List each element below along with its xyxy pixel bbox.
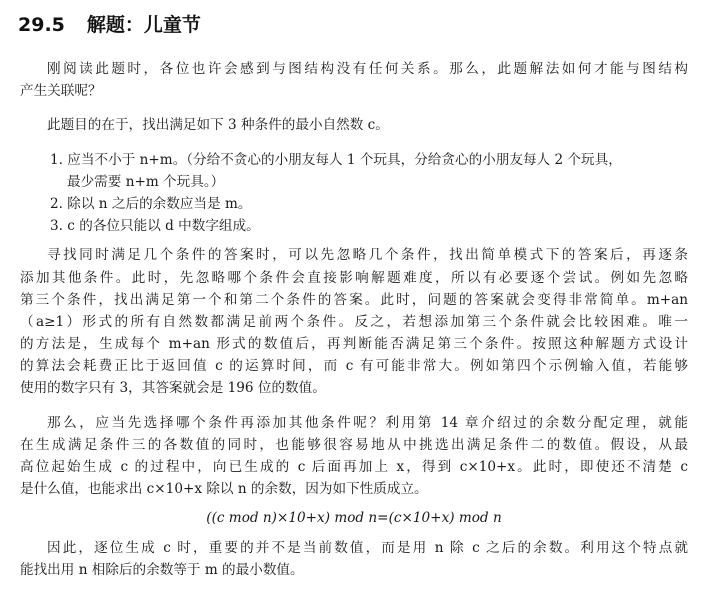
condition-list [20,149,688,238]
text-line: 高位起始生成 c 的过程中，向已生成的 c 后面再加上 x，得到 c×10+x。此时，即使还不清楚 c [20,459,688,475]
formula: ((c mod n)×10+x) mod n=(c×10+x) mod n [206,510,502,527]
text-line: 的方法是，生成每个 m+an 形式的数值后，再判断能否满足第三个条件。按照这种解题方式设计 [20,336,688,353]
text-line: 能找出用 n 相除后的余数等于 m 的最小数值。 [20,561,304,578]
paragraph-remainder [20,412,688,501]
section-heading [18,10,201,38]
text-line: （a≥1）形式的所有自然数都满足前两个条件。反之，若想添加第三个条件就会比较困难。唯一 [20,313,688,330]
text-line: 使用的数字只有 3，其答案就会是 196 位的数值。 [20,380,326,397]
paragraph-intro [20,58,688,102]
paragraph-goal [20,114,688,136]
section-title: 解题：儿童节 [86,14,201,36]
text-line: 第三个条件，找出满足第一个和第二个条件的答案。此时，问题的答案就会变得非常简单。m+an [20,291,688,308]
text-line: 刚阅读此题时，各位也许会感到与图结构没有任何关系。那么，此题解法如何才能与图结构 [47,61,688,77]
paragraph-strategy [20,244,688,399]
list-item: 2. 除以 n 之后的余数应当是 m。 [50,195,252,212]
text-line: 在生成满足条件三的各数值的同时，也能够很容易地从中挑选出满足条件二的数值。假设，从最 [20,436,688,453]
text-line: 此题目的在于，找出满足如下 3 种条件的最小自然数 c。 [47,117,389,134]
section-number: 29.5 [18,14,65,36]
list-item: 1. 应当不小于 n+m。（分给不贪心的小朋友每人 1 个玩具，分给贪心的小朋友每人 2 个玩具， [50,151,622,168]
section-body [20,58,688,581]
list-item: 3. c 的各位只能以 d 中数字组成。 [50,218,260,235]
text-line: 是什么值，也能求出 c×10+x 除以 n 的余数，因为如下性质成立。 [20,481,428,498]
text-line: 的算法会耗费正比于返回值 c 的运算时间，而 c 有可能非常大。例如第四个示例输入值，若能够 [20,358,688,375]
text-line: 添加其他条件。此时，先忽略哪个条件会直接影响解题难度，所以有必要逐个尝试。例如先忽略 [20,269,688,286]
paragraph-conclusion [20,537,688,581]
text-line: 产生关联呢？ [20,83,102,100]
text-line: 那么，应当先选择哪个条件再添加其他条件呢？利用第 14 章介绍过的余数分配定理，就能 [47,414,688,431]
text-line: 因此，逐位生成 c 时，重要的并不是当前数值，而是用 n 除 c 之后的余数。利用这个特点就 [47,539,688,556]
list-item-continuation: 最少需要 n+m 个玩具。） [67,173,225,190]
text-line: 寻找同时满足几个条件的答案时，可以先忽略几个条件，找出简单模式下的答案后，再逐条 [47,247,688,264]
